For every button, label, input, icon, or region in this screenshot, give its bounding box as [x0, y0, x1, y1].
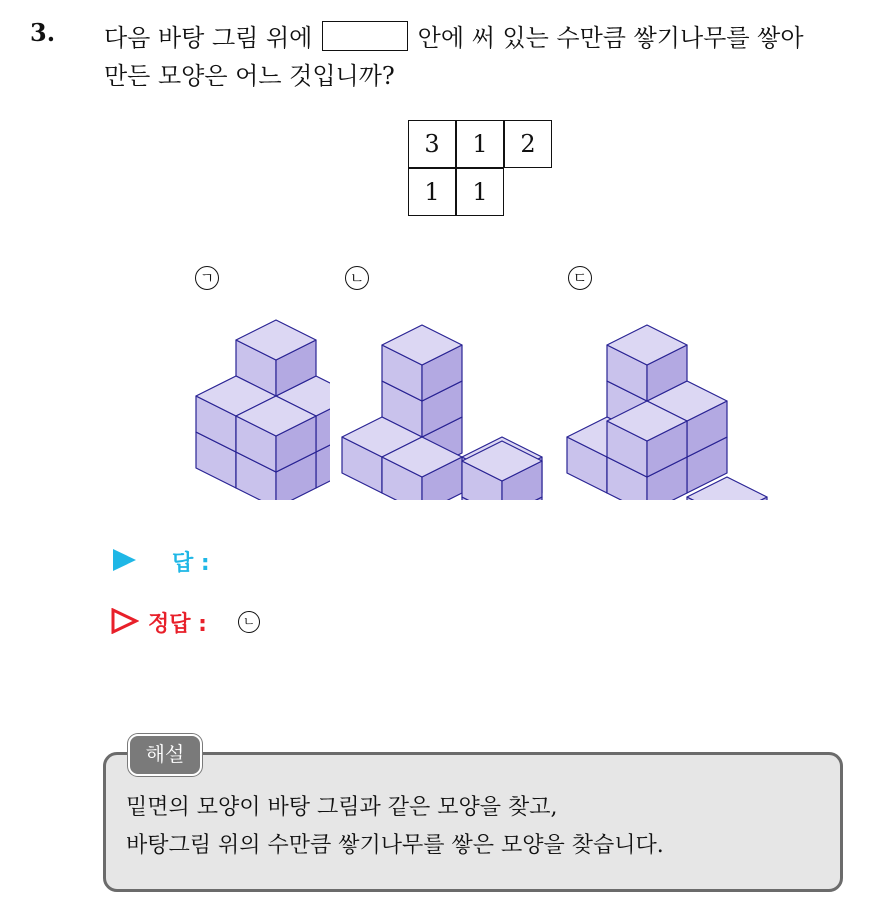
grid-cell: 1 — [456, 120, 504, 168]
answer-label: 답 : — [172, 551, 210, 576]
question-line-2: 만든 모양은 어느 것입니까? — [104, 62, 395, 90]
correct-answer-value: ㄴ — [238, 611, 260, 633]
question-text-before: 다음 바탕 그림 위에 — [104, 24, 320, 52]
question-number: 3. — [30, 18, 56, 47]
option-label-a: ㄱ — [195, 266, 219, 290]
question-line-1 — [104, 18, 804, 53]
solution-tab: 해설 — [128, 734, 202, 776]
solution-box — [103, 752, 843, 892]
solution-line-1: 밑면의 모양이 바탕 그림과 같은 모양을 찾고, — [126, 795, 558, 820]
grid-cell: 1 — [408, 168, 456, 216]
number-box — [322, 21, 408, 51]
figure-b — [330, 295, 555, 500]
grid-cell: 3 — [408, 120, 456, 168]
question-text-after: 안에 써 있는 수만큼 쌓기나무를 쌓아 — [410, 24, 804, 52]
figure-a — [180, 300, 330, 500]
grid-cell: 1 — [456, 168, 504, 216]
correct-arrow-icon — [111, 608, 139, 634]
correct-answer-label: 정답 : — [148, 612, 207, 637]
grid-cell: 2 — [504, 120, 552, 168]
option-label-b: ㄴ — [345, 266, 369, 290]
option-label-c: ㄷ — [568, 266, 592, 290]
answer-arrow-icon — [112, 548, 138, 572]
figure-c — [555, 295, 780, 500]
solution-line-2: 바탕그림 위의 수만큼 쌓기나무를 쌓은 모양을 찾습니다. — [126, 833, 664, 858]
